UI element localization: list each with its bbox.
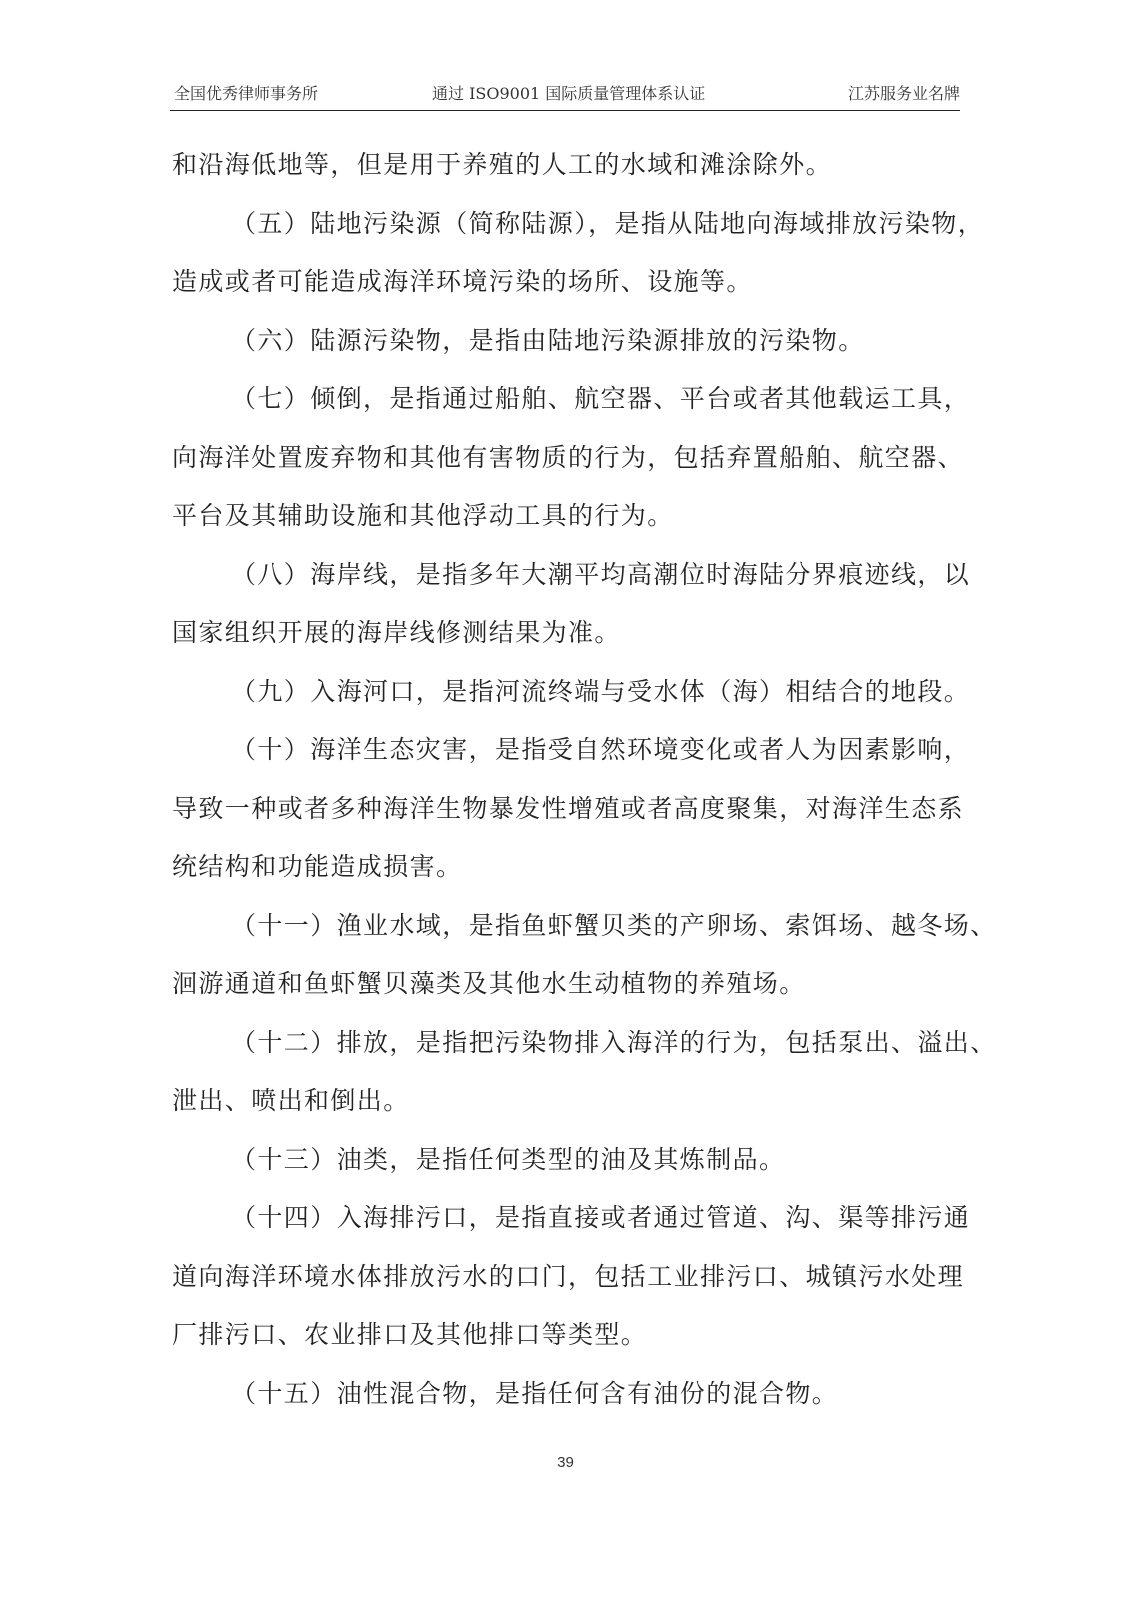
text-line: 泄出、喷出和倒出。	[172, 1086, 410, 1115]
text-line: 统结构和功能造成损害。	[172, 852, 463, 881]
page-number: 39	[557, 1454, 574, 1471]
page-header	[170, 80, 960, 111]
header-right-text: 江苏服务业名牌	[847, 84, 960, 103]
text-line: 向海洋处置废弃物和其他有害物质的行为，包括弃置船舶、航空器、	[172, 442, 965, 472]
text-line: 洄游通道和鱼虾蟹贝藻类及其他水生动植物的养殖场。	[172, 969, 806, 998]
text-line: 造成或者可能造成海洋环境污染的场所、设施等。	[172, 267, 753, 296]
text-line: 平台及其辅助设施和其他浮动工具的行为。	[172, 501, 674, 530]
text-line: 国家组织开展的海岸线修测结果为准。	[172, 618, 621, 647]
text-line: （五）陆地污染源（简称陆源），是指从陆地向海域排放污染物，	[231, 208, 985, 238]
text-line: （十一）渔业水域，是指鱼虾蟹贝类的产卵场、索饵场、越冬场、	[231, 910, 997, 940]
text-line: （十）海洋生态灾害，是指受自然环境变化或者人为因素影响，	[231, 735, 971, 764]
text-line: （十五）油性混合物，是指任何含有油份的混合物。	[231, 1378, 839, 1408]
text-line: 导致一种或者多种海洋生物暴发性增殖或者高度聚集，对海洋生态系	[172, 793, 965, 823]
text-line: （十二）排放，是指把污染物排入海洋的行为，包括泵出、溢出、	[231, 1027, 997, 1057]
text-line: （八）海岸线，是指多年大潮平均高潮位时海陆分界痕迹线，以	[231, 559, 971, 589]
text-line: （十三）油类，是指任何类型的油及其炼制品。	[231, 1144, 786, 1174]
text-line: （七）倾倒，是指通过船舶、航空器、平台或者其他载运工具，	[231, 384, 971, 413]
text-line: （十四）入海排污口，是指直接或者通过管道、沟、渠等排污通	[231, 1203, 971, 1232]
text-line: 道向海洋环境水体排放污水的口门，包括工业排污口、城镇污水处理	[172, 1261, 965, 1291]
text-line: （六）陆源污染物，是指由陆地污染源排放的污染物。	[231, 325, 865, 355]
header-center-text: 通过 ISO9001 国际质量管理体系认证	[432, 84, 706, 103]
text-line: （九）入海河口，是指河流终端与受水体（海）相结合的地段。	[231, 676, 971, 706]
text-line: 厂排污口、农业排口及其他排口等类型。	[172, 1320, 648, 1349]
text-line: 和沿海低地等，但是用于养殖的人工的水域和滩涂除外。	[172, 150, 833, 179]
document-body	[172, 142, 997, 1429]
header-left-text: 全国优秀律师事务所	[174, 84, 319, 103]
